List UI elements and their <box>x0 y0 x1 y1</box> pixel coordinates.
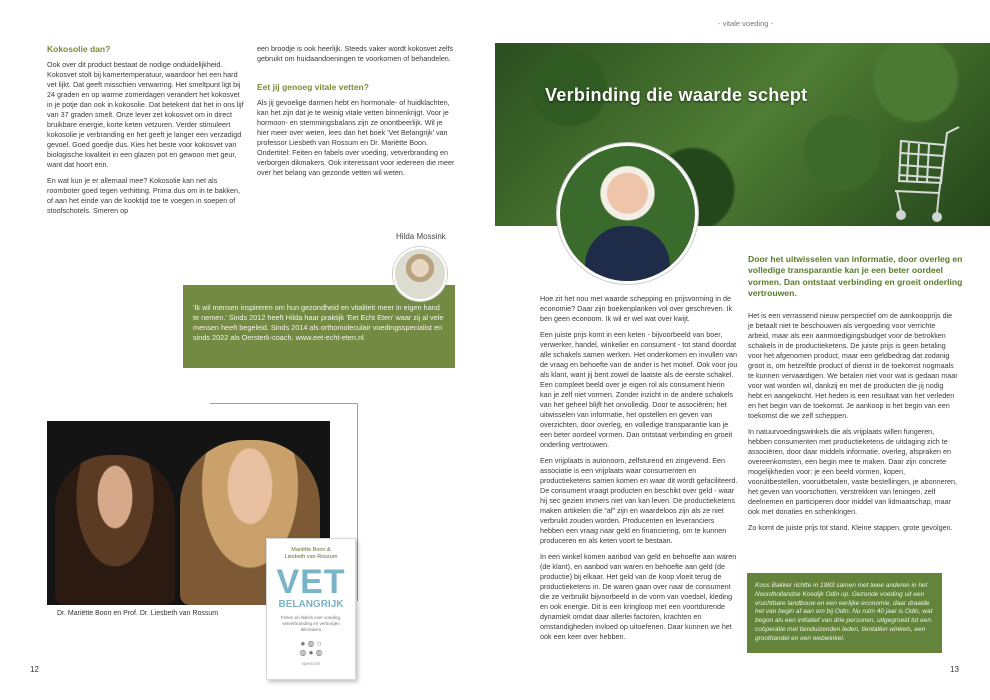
section-header: - vitale voeding - <box>718 19 774 28</box>
kokosolie-heading: Kokosolie dan? <box>47 44 111 54</box>
right-col1-paragraph-1: Hoe zit het nou met waarde schepping en prijsvorming in de economie? Daar zijn boekenplanken vol over geschreven. Ik ben geen econoom. Ik wil er wel wat over kwijt. <box>540 294 733 323</box>
book-tagline: Feiten en fabels over voeding, vetverbranding en verborgen dikmakers <box>280 615 342 632</box>
portrait-shoulders <box>585 226 670 284</box>
shopping-cart-icon <box>887 121 963 226</box>
vitale-vetten-paragraph: Als jij gevoelige darmen hebt en hormonale- of huidklachten, kan het zijn dat je te weinig vitale vetten binnenkrijgt. Voor je hormoon- en stemmingsbalans zijn ze onontbeerlijk. Wil je hier meer over weten, lees dan het boek 'Vet Belangrijk' van professor Liesbeth van Rossum en Dr. Mariëtte Boon. Ondertitel: Feiten en fabels over voeding, vetverbranding en verborgen dikmakers. Ook interessant voor iedereen die meer over het belang van gezonde vetten wil weten. <box>257 98 455 177</box>
book-title: VET <box>276 563 346 601</box>
right-col2-paragraph-2: In natuurvoedingswinkels die als vrijplaats willen fungeren, hebben consumenten met productieketens de uitdaging zich te associëren, door daar middels informatie, overleg, afspraken en overeenkomsten, een begin mee te maken. Daar zijn concrete mogelijkheden voor: je een beeld vormen, kopen, vooruitbestellen, vooruitbetalen, vaste bestellingen, je abonneren, het geven van voorschotten, verstrekken van leningen, zelf deelnemen en participeren door middel van lidmaatschap, maar ook met donaties en schenkingen. <box>748 427 957 516</box>
page-number-left: 12 <box>30 665 39 674</box>
photo-caption: Dr. Mariëtte Boon en Prof. Dr. Liesbeth van Rossum <box>57 610 219 617</box>
book-author-line-1: Mariëtte Boon & <box>291 547 331 553</box>
book-subtitle: BELANGRIJK <box>278 599 344 610</box>
left-column-2 <box>257 44 455 184</box>
right-col2-paragraph-3: Zo komt de juiste prijs tot stand. Kleine stappen, grote gevolgen. <box>748 523 953 532</box>
book-author-line-2: Liesbeth van Rossum <box>284 554 338 560</box>
koos-bakker-portrait <box>557 143 698 284</box>
broodje-paragraph: een broodje is ook heerlijk. Steeds vaker wordt kokosvet zelfs gebruikt om huidaandoeningen te voorkomen of behandelen. <box>257 44 454 63</box>
right-column-1 <box>540 294 738 648</box>
right-column-2 <box>748 311 958 539</box>
left-column-1 <box>47 44 247 222</box>
author-signature: Hilda Mossink <box>396 232 446 241</box>
kokosolie-paragraph-2: En wat kun je er allemaal mee? Kokosolie kan net als roomboter goed tegen verhitting. Prima dus om in te bakken, of aan het einde van de kooktijd toe te voegen in soepen of stoofschotels. Smeren op <box>47 176 240 215</box>
right-col1-paragraph-2: Een juiste prijs komt in een keten - bijvoorbeeld van boer, verwerker, handel, winkelier en consument - tot stand doordat alle schakels samen werken. Het onderkomen en invullen van de vraag en behoefte van de ander is het motief. Ook voor jou als klant, want jij bent zowel de laatste als de eerste schakel. Een compleet beeld over je eigen rol als consument hierin kan je zelf niet vormen. Zonder inzicht in de andere schakels van het geheel blijft het onvolledig. Door te associëren; het uitwisselen van informatie, het opstellen en geven van overzichten, door overleg, en volledige transparantie kan je een beter oordeel vormen. Dan ontstaat verbinding en groeit onderling vertrouwen. <box>540 330 738 449</box>
photo-person-left <box>55 455 175 605</box>
book-authors <box>267 547 355 561</box>
right-col2-paragraph-1: Het is een verrassend nieuw perspectief om de aankoopprijs die je betaalt niet te beschouwen als vergoeding voor verrichte arbeid, maar als een aanmoedigingsbudget voor de betrokken schakels in de productieketens. De juiste prijs is geen betaling voor het afgenomen product, maar een geldbedrag dat zodanig groot is, om hetzelfde product of dienst in de toekomst nogmaals te kunnen vervaardigen. We betalen niet voor wat is gedaan maar voor wat worden wil, dankzij en met de producten die jij nodig hebt en aangekocht. Het heden is een resultaat van het verleden en het begin van de toekomst. Je aankoop is het begin van een toekomst die we zelf scheppen. <box>748 311 958 420</box>
author-bio-box <box>747 573 942 653</box>
author-bio-text: Koos Bakker richtte in 1983 samen met twee anderen in het Noordhollandse Koedijk Odin op. Gezonde voeding uit een vruchtbare landbouw en een eerlijke economie, daar draaide het van begin af aan om bij Odin. Nu ruim 40 jaar is Odin, wat begon als een initiatief van drie personen, uitgegroeid tot een coöperatie met tienduizenden leden, tientallen winkels, een groothandel en een webwinkel. <box>755 582 933 642</box>
author-portrait-photo <box>393 247 447 301</box>
article-title: Verbinding die waarde schept <box>545 85 808 105</box>
book-illustration-icons: ● ◍ ○ ◍ ● ◍ <box>299 639 323 657</box>
kokosolie-paragraph-1: Ook over dit product bestaat de nodige onduidelijkheid. Kokosvet stolt bij kamertemperatuur, waardoor het een hard vet lijkt. Dat geeft misschien verwarring. Het smeltpunt ligt bij 24 graden en op warme zomerdagen verandert het kokosvet in je potje dan ook in kokosolie. Dat betekent dat het in ons lijf van 37 graden smelt. Onze lever zet kokosvet om in direct bruikbare energie, korte keten vetzuren. Verder stimuleert kokosolie je verbranding en het geeft je langer een verzadigd gevoel. Goed goedje dus. Kies het beste voor kokosvet van biologische kwaliteit in een glazen pot en gewoon met geur, want dat hoort erin. <box>47 60 244 169</box>
right-col1-paragraph-4: In een winkel komen aanbod van geld en behoefte aan waren (de klant), en aanbod van waren en behoefte aan geld (de productie) bij elkaar. Het geld van de koop vloeit terug de productieketens in. De waren gaan over naar de consument die ze verbruikt bijvoorbeeld in de vorm van voedsel, kleding en ook energie. Dit is een kringloop met een voortdurende dynamiek omdat daar allerlei factoren, krachten en omstandigheden invloed op uitoefenen. Daar kunnen we het ook een keer over hebben. <box>540 552 737 641</box>
right-page <box>495 0 990 700</box>
author-quote-text: 'Ik wil mensen inspireren om hun gezondheid en vitaliteit meer in eigen hand te nemen.' Sinds 2012 heeft Hilda haar praktijk 'Eet Echt Eten' waar zij al vele mensen heeft begeleid. Sinds 2014 als orthomoleculair voedingsspecialist en sinds 2022 als Oersterk-coach. www.eet-echt-eten.nl <box>193 303 444 342</box>
page-number-right: 13 <box>950 665 959 674</box>
book-publisher: spectrum <box>301 661 321 666</box>
vitale-vetten-heading: Eet jij genoeg vitale vetten? <box>257 82 369 92</box>
right-col1-paragraph-3: Een vrijplaats is autonoom, zelfsturend en zingevend. Een associatie is een vrijplaats waar consumenten en productieketens samen komen en waar dit wordt gefaciliteerd. De consument vraagt producten en beschikt over geld - waar hij sec gezien immers niet van kan leven. De productieketens maken artikelen die “af” zijn en waardeloos zijn als ze niet verbruikt zouden worden. Producenten en leveranciers hebben een vraag naar geld en financiering, om te kunnen produceren en als keten voort te bestaan. <box>540 456 738 545</box>
article-lead: Door het uitwisselen van informatie, door overleg en volledige transparantie kan je een beter oordeel vormen. Dan ontstaat verbinding en groeit onderling vertrouwen. <box>748 254 963 298</box>
book-cover <box>266 538 356 680</box>
